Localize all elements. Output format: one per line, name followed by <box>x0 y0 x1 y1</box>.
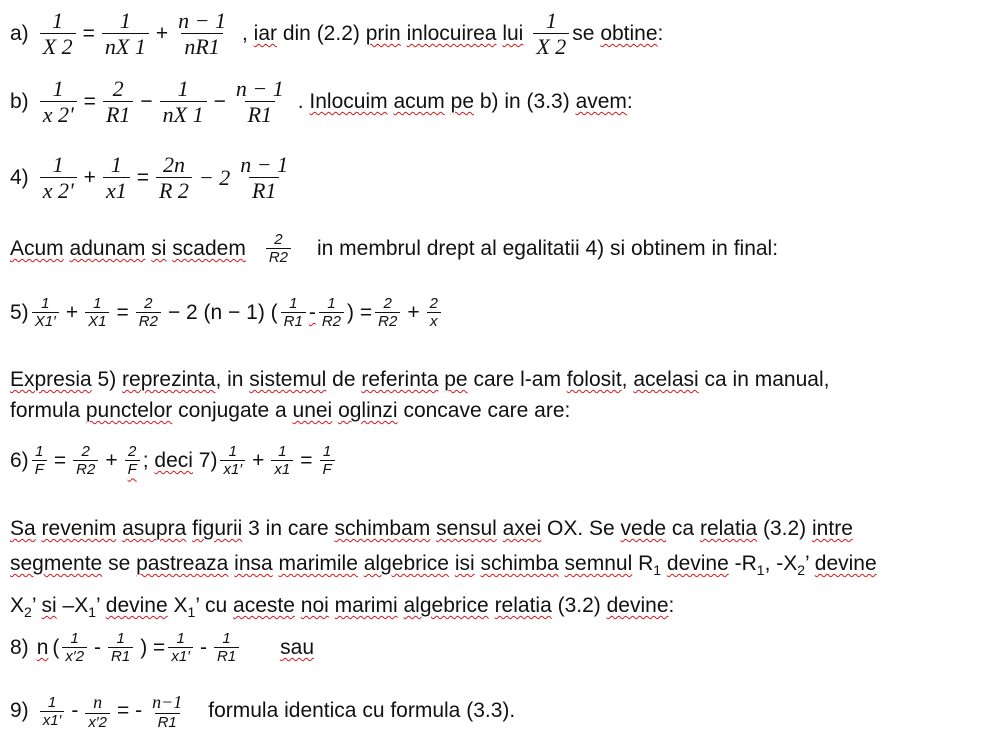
fraction: 1 R1 <box>108 630 133 666</box>
fraction: 1 x′2 <box>62 630 87 666</box>
fraction: $\frac{1}{x1}$ <box>103 152 130 204</box>
fraction: $\frac{1}{F}$ <box>320 443 335 479</box>
fraction: 1 X1′ <box>32 295 59 331</box>
fraction: $\frac{2}{R2}$ <box>73 443 98 479</box>
fraction: n x′2 <box>85 692 110 731</box>
fraction: $\frac{2}{F}$ <box>125 443 140 479</box>
fraction: 1 x1′ <box>220 443 245 479</box>
fraction: $\frac{1}{nX 1}$ <box>102 8 149 60</box>
text: ; deci 7) <box>142 448 218 472</box>
equation-a: a) $\frac{1}{X 2}$ = $\frac{1}{nX 1}$ + $\frac{n - 1}{nR1}$ , iar din (2.2) prin inlocuirea lui 1 X 2 se obtine: <box>10 8 664 60</box>
text: Acum adunam si scadem <box>10 236 246 260</box>
equation-6: 6) $\frac{1}{F}$ = $\frac{2}{R2}$ + $\frac{2}{F}$ ; deci 7) 1 x1′ + $\frac{1}{x1}$ = $\frac{1}{F}$ <box>10 443 338 479</box>
text-acum <box>10 231 778 267</box>
fraction: 1 R1 <box>281 295 306 331</box>
label-6: 6) <box>10 448 29 472</box>
text: in membrul drept al egalitatii 4) si obtinem in final: <box>317 236 779 260</box>
fraction: $\frac{2}{R2}$ <box>375 295 400 331</box>
fraction: 1 x1′ <box>40 694 65 730</box>
fraction: $\frac{1}{X 2}$ <box>40 8 76 60</box>
fraction: $\frac{1}{X1}$ <box>85 295 109 331</box>
paragraph-expresia <box>10 364 829 426</box>
paragraph-line: Expresia 5) reprezinta, in sistemul de referinta pe care l-am folosit, acelasi ca in manual, <box>10 368 830 391</box>
fraction: $\frac{n - 1}{nR1}$ <box>178 8 226 60</box>
fraction: $\frac{2}{R1}$ <box>103 76 133 128</box>
equation-9: 9) 1 x1′ - n x′2 = - n−1 R1 formula identica cu formula (3.3). <box>10 692 516 731</box>
fraction: $\frac{1}{x 2'}$ <box>40 76 77 128</box>
paragraph-line: Sa revenim asupra figurii 3 in care schimbam sensul axei OX. Se vede ca relatia (3.2) intre <box>10 517 853 540</box>
equation-8: 8) n ( 1 x′2 - 1 R1 ) = $\frac{1}{x1'}$ - 1 R1 sau <box>10 630 315 666</box>
paragraph-line: $X_2$’ si $-X_1$’ devine $X_1$’ cu aceste noi marimi algebrice relatia (3.2) devine: <box>10 594 675 621</box>
fraction: n − 1 R1 <box>240 152 289 204</box>
fraction: 1 x 2' <box>40 152 77 204</box>
label-b: b) <box>10 89 29 113</box>
label-a: a) <box>10 21 29 45</box>
equation-b: b) $\frac{1}{x 2'}$ = $\frac{2}{R1}$ − $\frac{1}{nX 1}$ − $\frac{n - 1}{R1}$ . Inlocuim acum pe b) in (3.3) avem: <box>10 76 633 128</box>
fraction: $\frac{n - 1}{R1}$ <box>235 76 284 128</box>
fraction: $\frac{1}{x1}$ <box>271 443 293 479</box>
paragraph-line: segmente se pastreaza insa marimile algebrice isi schimba semnul $R_1$ devine $-R_1$, $-X_2$’ devine <box>10 552 877 579</box>
label-9: 9) <box>10 699 29 723</box>
text: se obtine: <box>572 21 664 45</box>
fraction: 1 R2 <box>319 295 344 331</box>
label-5: 5) <box>10 300 29 324</box>
fraction: $\frac{2}{x}$ <box>427 295 441 331</box>
text: formula identica cu formula (3.3). <box>208 699 516 723</box>
equation-4: 4) 1 x 2' + $\frac{1}{x1}$ = $\frac{2n}{R 2}$ − 2 n − 1 R1 <box>10 152 294 204</box>
fraction: 2 R2 <box>266 231 291 267</box>
equation-5: 5) 1 X1′ + $\frac{1}{X1}$ = $\frac{2}{R2}$ − 2 (n − 1) ( 1 R1 - 1 R2 ) = $\frac{2}{R2}$ + $\frac{2}{x}$ <box>10 295 444 331</box>
fraction: $\frac{1}{x1'}$ <box>168 630 193 666</box>
fraction: $\frac{1}{F}$ <box>32 443 47 479</box>
paragraph-revenim <box>10 511 877 630</box>
text: . Inlocuim acum pe b) in (3.3) avem: <box>297 89 633 113</box>
fraction: n−1 R1 <box>152 692 183 731</box>
fraction: 1 R1 <box>214 630 239 666</box>
fraction: 1 X 2 <box>533 8 569 60</box>
paragraph-line: formula punctelor conjugate a unei oglinzi concave care are: <box>10 399 571 422</box>
fraction: $\frac{2}{R2}$ <box>136 295 161 331</box>
label-8: 8) <box>10 635 29 659</box>
fraction: $\frac{2n}{R 2}$ <box>156 152 192 204</box>
fraction: $\frac{1}{nX 1}$ <box>160 76 207 128</box>
text: , iar din (2.2) prin inlocuirea lui <box>241 21 524 45</box>
label-4: 4) <box>10 165 29 189</box>
